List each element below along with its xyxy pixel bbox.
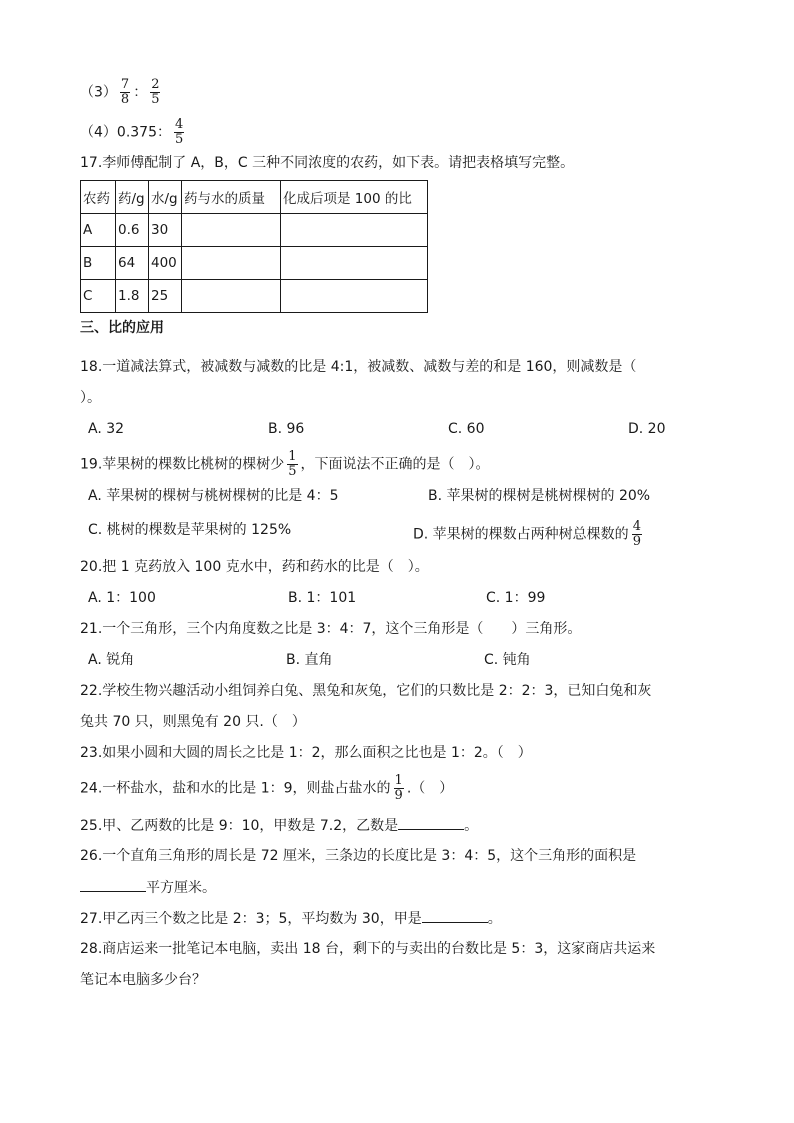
question-18-line2: ）。 bbox=[80, 390, 101, 406]
table-header-cell: 水/g bbox=[149, 181, 182, 214]
ratio-separator: ： bbox=[133, 84, 148, 101]
question-24-text: 24.一杯盐水，盐和水的比是 1：9，则盐占盐水的 bbox=[80, 780, 391, 797]
option-a[interactable]: A. 32 bbox=[88, 421, 125, 437]
question-27 bbox=[80, 908, 502, 929]
question-26-line1: 26.一个直角三角形的周长是 72 厘米，三条边的长度比是 3：4：5，这个三角形的面积是 bbox=[80, 848, 637, 864]
fraction-denominator: 5 bbox=[288, 464, 297, 479]
table-header-cell: 农药 bbox=[81, 181, 116, 214]
table-cell: 0.6 bbox=[116, 214, 149, 247]
option-a[interactable]: A. 锐角 bbox=[88, 652, 135, 668]
item-3-label: （3） bbox=[80, 84, 117, 101]
question-26-line2 bbox=[80, 877, 216, 898]
table-cell-blank[interactable] bbox=[182, 214, 281, 247]
question-23: 23.如果小圆和大圆的周长之比是 1：2，那么面积之比也是 1：2。（ ） bbox=[80, 745, 532, 761]
item-3 bbox=[80, 78, 163, 107]
question-19-text-end: ，下面说法不正确的是（ ）。 bbox=[300, 456, 490, 473]
option-d[interactable]: D. 20 bbox=[628, 421, 666, 437]
question-22-line2: 兔共 70 只，则黑兔有 20 只.（ ） bbox=[80, 714, 306, 730]
fraction-numerator: 1 bbox=[288, 449, 297, 464]
table-cell: 30 bbox=[149, 214, 182, 247]
table-header-cell: 化成后项是 100 的比 bbox=[281, 181, 428, 214]
fraction-4-5 bbox=[174, 118, 184, 147]
item-4 bbox=[80, 118, 187, 147]
question-20: 20.把 1 克药放入 100 克水中，药和药水的比是（ ）。 bbox=[80, 559, 429, 575]
fraction-denominator: 5 bbox=[151, 92, 160, 107]
table-header-cell: 药/g bbox=[116, 181, 149, 214]
question-26-text-end: 平方厘米。 bbox=[146, 880, 216, 896]
option-d-text: D. 苹果树的棵数占两种树总棵数的 bbox=[413, 526, 629, 543]
table-row bbox=[81, 280, 428, 313]
option-c[interactable]: C. 60 bbox=[448, 421, 485, 437]
fraction-2-5 bbox=[150, 78, 160, 107]
fraction-denominator: 9 bbox=[394, 788, 403, 803]
answer-blank[interactable] bbox=[398, 815, 464, 830]
table-cell-blank[interactable] bbox=[182, 247, 281, 280]
fraction-denominator: 5 bbox=[175, 132, 184, 147]
question-27-text-end: 。 bbox=[487, 911, 502, 927]
question-19-text: 19.苹果树的棵数比桃树的棵树少 bbox=[80, 456, 285, 473]
question-27-text: 27.甲乙丙三个数之比是 2：3；5，平均数为 30，甲是 bbox=[80, 911, 422, 927]
table-cell-blank[interactable] bbox=[281, 247, 428, 280]
option-c[interactable]: C. 1：99 bbox=[486, 590, 546, 606]
question-25-text: 25.甲、乙两数的比是 9：10，甲数是 7.2，乙数是 bbox=[80, 818, 399, 834]
question-21: 21.一个三角形，三个内角度数之比是 3：4：7，这个三角形是（ ）三角形。 bbox=[80, 621, 582, 637]
option-c[interactable]: C. 钝角 bbox=[484, 652, 531, 668]
table-cell-blank[interactable] bbox=[281, 280, 428, 313]
question-22-line1: 22.学校生物兴趣活动小组饲养白兔、黑兔和灰兔，它们的只数比是 2：2：3，已知白兔和灰 bbox=[80, 683, 652, 699]
question-28-line2: 笔记本电脑多少台？ bbox=[80, 972, 206, 988]
question-25-text-end: 。 bbox=[464, 818, 479, 834]
table-cell: 400 bbox=[149, 247, 182, 280]
table-header-cell: 药与水的质量 bbox=[182, 181, 281, 214]
fraction-numerator: 1 bbox=[394, 773, 403, 788]
table-row bbox=[81, 247, 428, 280]
option-d[interactable] bbox=[413, 520, 645, 549]
section-heading: 三、比的应用 bbox=[80, 320, 164, 336]
fraction-denominator: 8 bbox=[120, 92, 130, 107]
option-b[interactable]: B. 96 bbox=[268, 421, 305, 437]
table-cell: 25 bbox=[149, 280, 182, 313]
table-cell-blank[interactable] bbox=[182, 280, 281, 313]
item-4-label: （4）0.375： bbox=[80, 124, 171, 141]
table-cell: C bbox=[81, 280, 116, 313]
option-a[interactable]: A. 苹果树的棵树与桃树棵树的比是 4：5 bbox=[88, 488, 339, 504]
option-b[interactable]: B. 1：101 bbox=[288, 590, 357, 606]
fraction-1-5 bbox=[287, 450, 297, 479]
option-b[interactable]: B. 苹果树的棵树是桃树棵树的 20% bbox=[428, 488, 651, 504]
answer-blank[interactable] bbox=[80, 877, 146, 892]
table-cell: 1.8 bbox=[116, 280, 149, 313]
answer-blank[interactable] bbox=[422, 908, 488, 923]
fraction-numerator: 4 bbox=[632, 519, 641, 534]
fraction-numerator: 2 bbox=[151, 77, 160, 92]
table-cell-blank[interactable] bbox=[281, 214, 428, 247]
option-b[interactable]: B. 直角 bbox=[286, 652, 333, 668]
fraction-denominator: 9 bbox=[632, 534, 641, 549]
option-a[interactable]: A. 1：100 bbox=[88, 590, 156, 606]
table-cell: B bbox=[81, 247, 116, 280]
question-18-line1: 18.一道减法算式，被减数与减数的比是 4:1，被减数、减数与差的和是 160，则减数是（ bbox=[80, 359, 637, 375]
question-17: 17.李师傅配制了 A，B，C 三种不同浓度的农药，如下表。请把表格填写完整。 bbox=[80, 155, 575, 171]
question-24-text-end: .（ ） bbox=[406, 780, 454, 797]
table-cell: A bbox=[81, 214, 116, 247]
table-header-row bbox=[81, 181, 428, 214]
fraction-7-8 bbox=[120, 78, 130, 107]
fraction-4-9 bbox=[632, 520, 642, 549]
option-c[interactable]: C. 桃树的棵数是苹果树的 125% bbox=[88, 522, 292, 538]
dose-table bbox=[80, 180, 428, 313]
question-19 bbox=[80, 450, 490, 479]
question-25 bbox=[80, 815, 478, 836]
table-row bbox=[81, 214, 428, 247]
question-24 bbox=[80, 774, 453, 803]
fraction-numerator: 7 bbox=[120, 77, 130, 92]
fraction-numerator: 4 bbox=[175, 117, 184, 132]
table-cell: 64 bbox=[116, 247, 149, 280]
question-28-line1: 28.商店运来一批笔记本电脑，卖出 18 台，剩下的与卖出的台数比是 5：3，这家商店共运来 bbox=[80, 941, 656, 957]
fraction-1-9 bbox=[394, 774, 404, 803]
